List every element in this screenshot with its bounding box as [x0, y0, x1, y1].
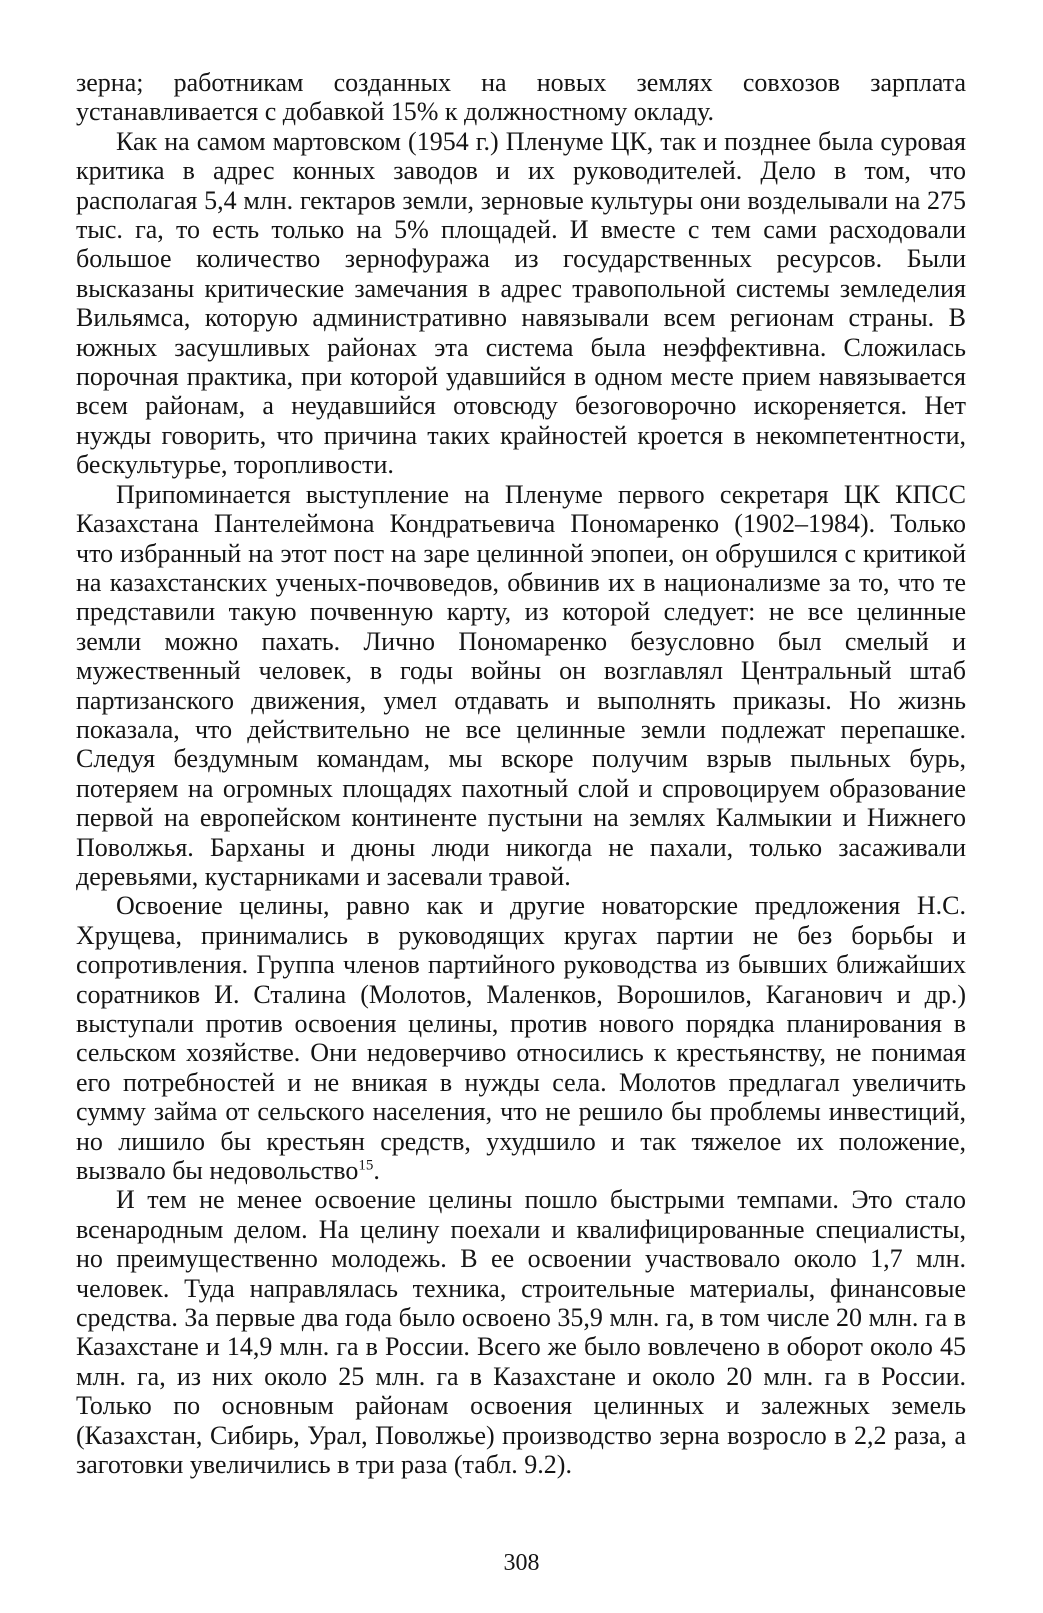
- page-number: 308: [503, 1550, 540, 1576]
- paragraph-ponomarenko: Припоминается выступление на Пленуме первого секретаря ЦК КПСС Казахстана Пантелеймона Кондратьевича Пономаренко (1902–1984). Только что избранный на этот пост на заре целинной эпопеи, он обрушился с критикой на казахстанских ученых-почвоведов, обвинив их в национализме за то, что те представили такую почвенную карту, из которой следует: не все целинные земли можно пахать. Лично Пономаренко безусловно был смелый и мужественный человек, в годы войны он возглавлял Центральный штаб партизанского движения, умел отдавать и выполнять приказы. Но жизнь показала, что действительно не все целинные земли подлежат перепашке. Следуя бездумным командам, мы вскоре получим взрыв пыльных бурь, потеряем на огромных площадях пахотный слой и спровоцируем образование первой на европейском континенте пустыни на землях Калмыкии и Нижнего Поволжья. Барханы и дюны люди никогда не пахали, только засаживали деревьями, кустарниками и засевали травой.: [76, 479, 966, 891]
- page-body: [76, 68, 966, 1480]
- paragraph-opposition-tail: .: [373, 1156, 380, 1186]
- paragraph-opposition-text: Освоение целины, равно как и другие новаторские предложения Н.С. Хрущева, принимались в руководящих кругах партии не без борьбы и сопротивления. Группа членов партийного руководства из бывших ближайших соратников И. Сталина (Молотов, Маленков, Ворошилов, Каганович и др.) выступали против освоения целины, против нового порядка планирования в сельском хозяйстве. Они недоверчиво относились к крестьянству, не понимая его потребностей и не вникая в нужды села. Молотов предлагал увеличить сумму займа от сельского населения, что не решило бы проблемы инвестиций, но лишило бы крестьян средств, ухудшило и так тяжелое их положение, вызвало бы недовольство: [76, 891, 966, 1186]
- footnote-marker[interactable]: 15: [358, 1157, 374, 1174]
- paragraph-plenum-criticism: Как на самом мартовском (1954 г.) Пленуме ЦК, так и позднее была суровая критика в адрес конных заводов и их руководителей. Дело в том, что располагая 5,4 млн. гектаров земли, зерновые культуры они возделывали на 275 тыс. га, то есть только на 5% площадей. И вместе с тем сами расходовали большое количество зернофуража из государственных ресурсов. Были высказаны критические замечания в адрес травопольной системы земледелия Вильямса, которую административно навязывали всем регионам страны. В южных засушливых районах эта система была неэффективна. Сложилась порочная практика, при которой удавшийся в одном месте прием навязывается всем районам, а неудавшийся отовсюду безоговорочно искореняется. Нет нужды говорить, что причина таких крайностей кроется в некомпетентности, бескультурье, торопливости.: [76, 126, 966, 480]
- paragraph-virgin-lands-results: И тем не менее освоение целины пошло быстрыми темпами. Это стало всенародным делом. На целину поехали и квалифицированные специалисты, но преимущественно молодежь. В ее освоении участвовало около 1,7 млн. человек. Туда направлялась техника, строительные материалы, финансовые средства. За первые два года было освоено 35,9 млн. га, в том числе 20 млн. га в Казахстане и 14,9 млн. га в России. Всего же было вовлечено в оборот около 45 млн. га, из них около 25 млн. га в Казахстане и около 20 млн. га в России. Только по основным районам освоения целинных и залежных земель (Казахстан, Сибирь, Урал, Поволжье) производство зерна возросло в 2,2 раза, а заготовки увеличились в три раза (табл. 9.2).: [76, 1185, 966, 1480]
- paragraph-continuation: зерна; работникам созданных на новых землях совхозов зарплата устанавливается с добавкой 15% к должностному окладу.: [76, 68, 966, 127]
- paragraph-opposition: [76, 891, 966, 1185]
